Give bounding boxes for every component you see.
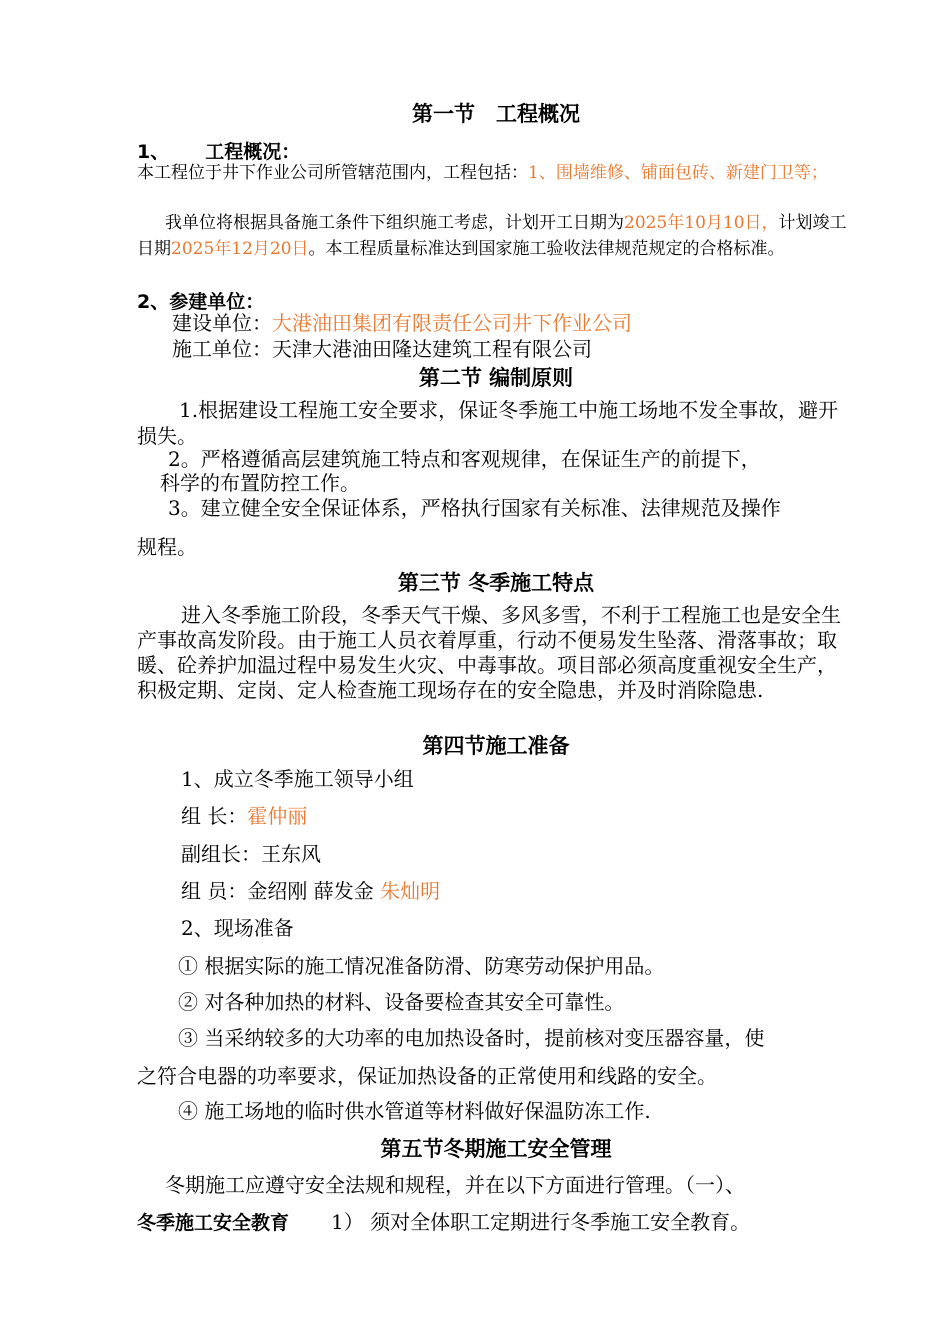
section-3-title: 第三节 冬季施工特点 bbox=[397, 571, 595, 595]
constructor-row bbox=[172, 336, 890, 362]
section-4-title: 第四节施工准备 bbox=[422, 734, 570, 758]
paragraph-project-scope bbox=[137, 160, 855, 186]
schedule-text-a: 我单位将根据具备施工条件下组织施工考虑，计划开工日期为 bbox=[165, 213, 624, 233]
prep-step-2: ② 对各种加热的材料、设备要检查其安全可靠性。 bbox=[178, 990, 625, 1014]
member-label: 组 员： bbox=[181, 879, 248, 903]
member-row bbox=[181, 878, 899, 904]
safety-education-text: 1） 须对全体职工定期进行冬季施工安全教育。 bbox=[331, 1210, 751, 1234]
item-1-number: 1、 bbox=[137, 141, 170, 163]
start-date: 2025年10月10日， bbox=[624, 213, 779, 233]
builder-label: 建设单位： bbox=[172, 311, 272, 335]
constructor-label: 施工单位： bbox=[172, 337, 272, 361]
prep-item-2: 2、现场准备 bbox=[181, 916, 294, 940]
section-2-title: 第二节 编制原则 bbox=[418, 366, 574, 390]
schedule-text-e: 。本工程质量标准达到国家施工验收法律规范规定的合格标准。 bbox=[308, 239, 785, 259]
item-2-heading: 2、参建单位： bbox=[137, 291, 265, 313]
safety-education-label: 冬季施工安全教育 bbox=[137, 1212, 290, 1234]
leader-label: 组 长： bbox=[181, 804, 248, 828]
prep-item-1: 1、成立冬季施工领导小组 bbox=[181, 767, 414, 791]
principle-2-cont: 科学的布置防控工作。 bbox=[160, 471, 360, 495]
leader-row bbox=[181, 803, 899, 829]
principle-1: 1.根据建设工程施工安全要求，保证冬季施工中施工场地不发全事故，避开损失。 bbox=[137, 398, 839, 448]
winter-characteristics-body: 进入冬季施工阶段，冬季天气干燥、多风多雪，不利于工程施工也是安全生产事故高发阶段。由于施工人员衣着厚重，行动不便易发生坠落、滑落事故；取暖、砼养护加温过程中易发生火灾、中毒事故。项目部必须高度重视安全生产，积极定期、定岗、定人检查施工现场存在的安全隐患，并及时消除隐患. bbox=[137, 603, 841, 702]
prep-step-1: ① 根据实际的施工情况准备防滑、防寒劳动保护用品。 bbox=[178, 954, 665, 978]
section-1-title: 第一节 工程概况 bbox=[412, 102, 580, 126]
scope-highlight: 1、围墙维修、铺面包砖、新建门卫等； bbox=[528, 163, 828, 183]
leader-value: 霍仲丽 bbox=[247, 804, 308, 828]
safety-education-row bbox=[137, 1209, 855, 1236]
principle-3-cont: 规程。 bbox=[137, 535, 197, 559]
scope-text: 本工程位于井下作业公司所管辖范围内，工程包括： bbox=[137, 163, 528, 183]
schedule-text-c: 计划竣工日期 bbox=[137, 213, 847, 259]
item-1-label: 工程概况： bbox=[205, 141, 301, 163]
member-value: 金绍刚 薛发金 bbox=[247, 879, 381, 903]
deputy-value: 王东风 bbox=[261, 842, 321, 866]
builder-value: 大港油田集团有限责任公司井下作业公司 bbox=[272, 311, 632, 335]
builder-row bbox=[172, 310, 890, 336]
deputy-label: 副组长： bbox=[181, 842, 261, 866]
prep-step-4: ④ 施工场地的临时供水管道等材料做好保温防冻工作. bbox=[178, 1099, 651, 1123]
member-value-highlight: 朱灿明 bbox=[380, 879, 441, 903]
prep-step-3: ③ 当采纳较多的大功率的电加热设备时，提前核对变压器容量，使 bbox=[178, 1026, 765, 1050]
paragraph-schedule bbox=[137, 210, 855, 262]
safety-mgmt-intro: 冬期施工应遵守安全法规和规程，并在以下方面进行管理。（一）、 bbox=[165, 1173, 745, 1197]
deputy-row bbox=[181, 841, 899, 867]
prep-step-3-cont: 之符合电器的功率要求，保证加热设备的正常使用和线路的安全。 bbox=[137, 1064, 717, 1088]
section-5-title: 第五节冬期施工安全管理 bbox=[380, 1137, 612, 1161]
principle-2: 2。严格遵循高层建筑施工特点和客观规律，在保证生产的前提下， bbox=[168, 447, 761, 471]
principle-3: 3。建立健全安全保证体系，严格执行国家有关标准、法律规范及操作 bbox=[168, 496, 781, 520]
end-date: 2025年12月20日 bbox=[171, 239, 309, 259]
constructor-value: 天津大港油田隆达建筑工程有限公司 bbox=[272, 337, 592, 361]
